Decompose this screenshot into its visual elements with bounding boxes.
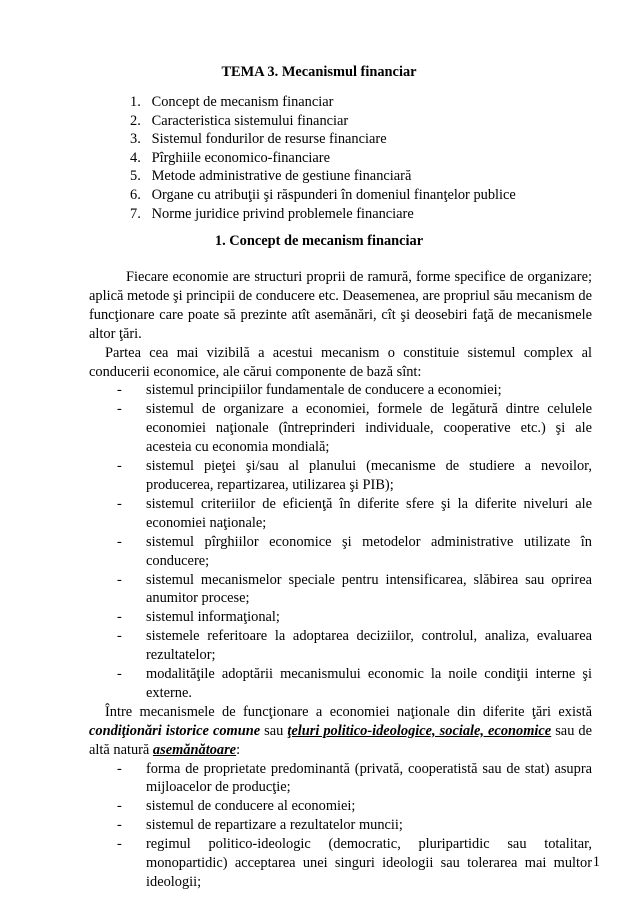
list-item: - regimul politico-ideologic (democratic, pluripartidic sau totalitar, monopartidic) acceptarea unei singuri ideologii sau tolerarea mai multor ideologii;	[117, 836, 592, 890]
list-item: - sistemele referitoare la adoptarea deciziilor, controlul, analiza, evaluarea rezultatelor;	[117, 628, 592, 664]
section-heading: 1. Concept de mecanism financiar	[214, 233, 424, 249]
list-item: - sistemul pîrghiilor economice şi metodelor administrative utilizate în conducere;	[117, 533, 592, 569]
list-item: - modalităţile adoptării mecanismului economic la noile condiţii interne şi externe.	[117, 666, 592, 701]
paragraph: Între mecanismele de funcţionare a economiei naţionale din diferite ţări există condiţionări istorice comune sau ţeluri politico-ideologice, sociale, economice sau de altă natură asemănătoare:	[89, 703, 592, 758]
toc-item-text: Organe cu atribuţii şi răspunderi în domeniul finanţelor publice	[151, 186, 516, 203]
toc-item: 6. Organe cu atribuţii şi răspunderi în domeniul finanţelor publice	[130, 186, 516, 203]
components-list	[89, 381, 592, 702]
table-of-contents	[130, 93, 610, 223]
list-item: - forma de proprietate predominantă (privată, cooperatistă sau de stat) asupra mijloacelor de producţie;	[117, 760, 592, 796]
emphasis-text: ţeluri politico-ideologice, sociale, economice	[287, 722, 552, 739]
paragraph: Fiecare economie are structuri proprii de ramură, forme specifice de organizare; aplică metode şi principii de conducere etc. Deasemenea, are propriul său mecanism de funcţionare care poate să prezinte atît asemănări, cît şi deosebiri faţă de mecanismele altor ţări.	[89, 269, 592, 342]
toc-item-text: Pîrghiile economico-financiare	[151, 149, 330, 166]
toc-item-text: Norme juridice privind problemele financiare	[151, 205, 414, 222]
list-item: - sistemul criteriilor de eficienţă în diferite sfere şi la diferite niveluri ale economiei naţionale;	[117, 495, 592, 531]
body-text	[89, 268, 592, 892]
list-item: - sistemul de repartizare a rezultatelor muncii;	[117, 817, 403, 834]
toc-item: 5. Metode administrative de gestiune financiară	[130, 168, 412, 185]
list-item: - sistemul de conducere al economiei;	[117, 798, 356, 815]
list-item: - sistemul principiilor fundamentale de conducere a economiei;	[117, 382, 502, 399]
toc-item-text: Sistemul fondurilor de resurse financiare	[151, 131, 387, 148]
list-item: - sistemul informaţional;	[117, 609, 280, 626]
toc-item-text: Caracteristica sistemului financiar	[151, 112, 349, 129]
toc-item-text: Concept de mecanism financiar	[151, 94, 334, 110]
toc-item: 3. Sistemul fondurilor de resurse financiare	[130, 131, 387, 148]
toc-item: 1. Concept de mecanism financiar	[130, 94, 334, 110]
toc-item: 7. Norme juridice privind problemele financiare	[130, 205, 414, 222]
document-title: TEMA 3. Mecanismul financiar	[221, 64, 417, 80]
toc-item-text: Metode administrative de gestiune financiară	[151, 168, 412, 185]
emphasis-text: condiţionări istorice comune	[89, 722, 261, 739]
page-number: 1	[592, 854, 600, 870]
toc-item: 4. Pîrghiile economico-financiare	[130, 149, 330, 166]
list-item: - sistemul pieţei şi/sau al planului (mecanisme de studiere a nevoilor, producerea, repartizarea, utilizarea şi PIB);	[117, 458, 592, 493]
toc-item: 2. Caracteristica sistemului financiar	[130, 112, 349, 129]
emphasis-text: asemănătoare	[152, 741, 237, 758]
paragraph: Partea cea mai vizibilă a acestui mecanism o constituie sistemul complex al conducerii economice, ale cărui componente de bază sînt:	[89, 344, 592, 380]
list-item: - sistemul mecanismelor speciale pentru intensificarea, slăbirea sau oprirea anumitor procese;	[117, 571, 592, 607]
similarities-list	[89, 760, 592, 892]
list-item: - sistemul de organizare a economiei, formele de legătură dintre celulele economiei naţionale (întreprinderi individuale, cooperative etc.) şi ale acesteia cu economia mondială;	[117, 401, 592, 456]
